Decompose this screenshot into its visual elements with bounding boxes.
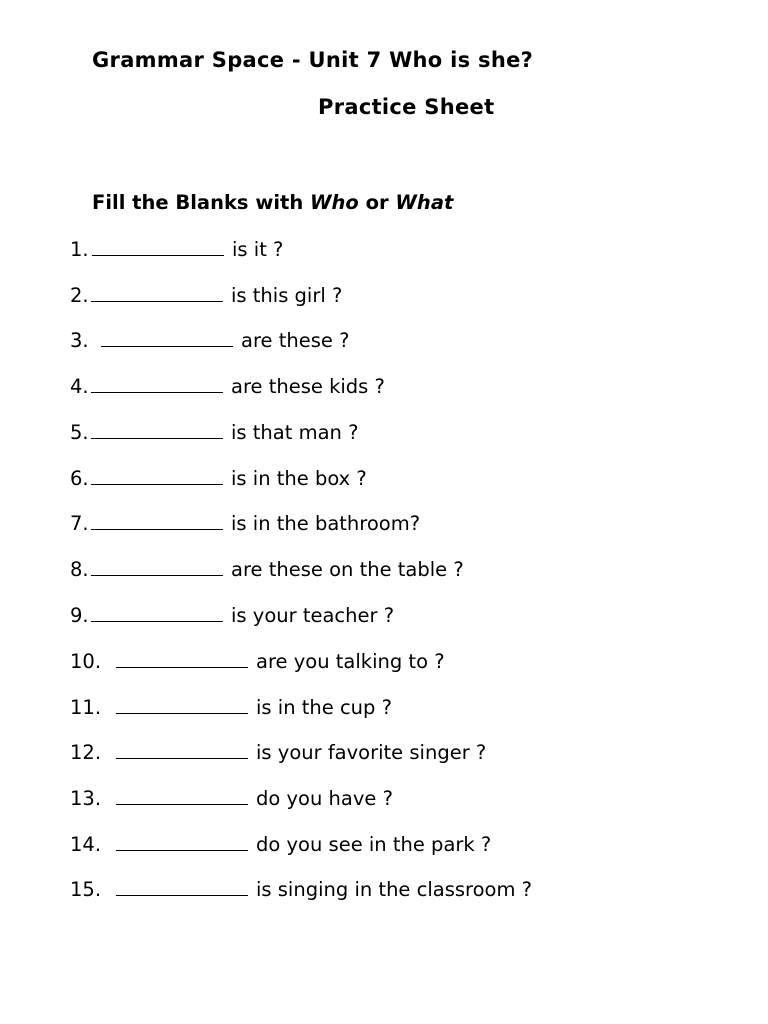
question-number: 4.: [70, 375, 89, 398]
question-number: 2.: [70, 284, 89, 307]
question-text: is your teacher ?: [231, 604, 395, 627]
question-number: 11.: [70, 696, 102, 719]
question-item: [70, 649, 445, 675]
answer-blank[interactable]: [91, 511, 223, 530]
question-number: 10.: [70, 650, 102, 673]
question-item: [70, 420, 358, 446]
question-item: [70, 374, 385, 400]
question-text: is in the box ?: [231, 467, 367, 490]
question-item: [70, 237, 283, 263]
answer-blank[interactable]: [91, 603, 223, 622]
question-item: [70, 740, 486, 766]
question-item: [70, 603, 394, 629]
question-item: [70, 832, 491, 858]
question-item: [70, 557, 464, 583]
question-number: 13.: [70, 787, 102, 810]
answer-blank[interactable]: [116, 649, 248, 668]
question-text: is in the bathroom?: [231, 512, 421, 535]
worksheet-subtitle: Practice Sheet: [318, 95, 495, 119]
answer-blank[interactable]: [91, 557, 223, 576]
question-item: [70, 786, 393, 812]
question-item: [70, 511, 420, 537]
question-text: are these ?: [241, 329, 350, 352]
question-text: do you see in the park ?: [256, 833, 492, 856]
question-text: are these on the table ?: [231, 558, 464, 581]
question-text: are these kids ?: [231, 375, 385, 398]
answer-blank[interactable]: [91, 466, 223, 485]
instruction-word-what: What: [395, 191, 454, 214]
instruction-text: [92, 191, 453, 214]
question-item: [70, 466, 367, 492]
question-text: is your favorite singer ?: [256, 741, 487, 764]
question-number: 5.: [70, 421, 89, 444]
question-text: is singing in the classroom ?: [256, 878, 533, 901]
answer-blank[interactable]: [91, 374, 223, 393]
question-number: 1.: [70, 238, 89, 261]
question-number: 12.: [70, 741, 102, 764]
answer-blank[interactable]: [91, 283, 223, 302]
question-number: 15.: [70, 878, 102, 901]
question-number: 3.: [70, 329, 89, 352]
answer-blank[interactable]: [116, 695, 248, 714]
answer-blank[interactable]: [101, 328, 233, 347]
question-item: [70, 695, 392, 721]
question-number: 7.: [70, 512, 89, 535]
question-item: [70, 328, 349, 354]
answer-blank[interactable]: [92, 237, 224, 256]
question-number: 8.: [70, 558, 89, 581]
question-text: are you talking to ?: [256, 650, 445, 673]
question-text: is in the cup ?: [256, 696, 392, 719]
question-number: 9.: [70, 604, 89, 627]
answer-blank[interactable]: [116, 786, 248, 805]
instruction-middle: or: [358, 191, 396, 214]
question-number: 6.: [70, 467, 89, 490]
answer-blank[interactable]: [91, 420, 223, 439]
worksheet-title: Grammar Space - Unit 7 Who is she?: [92, 48, 534, 72]
question-text: is that man ?: [231, 421, 359, 444]
instruction-word-who: Who: [310, 191, 359, 214]
answer-blank[interactable]: [116, 832, 248, 851]
answer-blank[interactable]: [116, 740, 248, 759]
question-text: is this girl ?: [231, 284, 343, 307]
instruction-prefix: Fill the Blanks with: [92, 191, 311, 214]
question-item: [70, 283, 342, 309]
question-text: is it ?: [232, 238, 284, 261]
question-item: [70, 877, 532, 903]
question-text: do you have ?: [256, 787, 393, 810]
question-number: 14.: [70, 833, 102, 856]
answer-blank[interactable]: [116, 877, 248, 896]
